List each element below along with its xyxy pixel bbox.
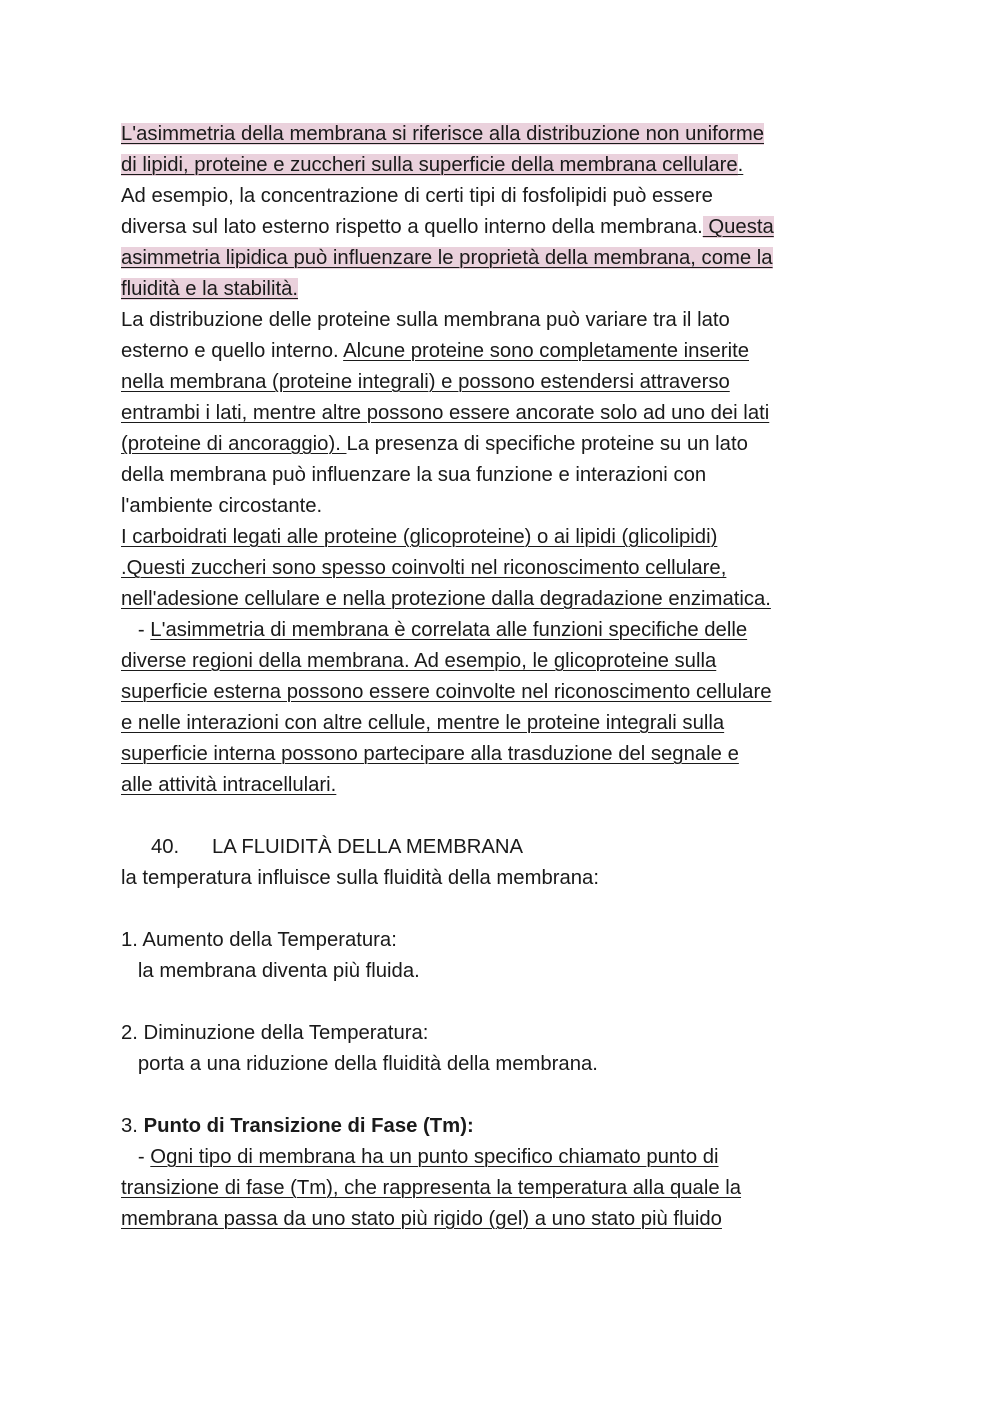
text-line [121, 119, 891, 150]
text-line [121, 553, 891, 584]
text-span: . [737, 154, 744, 176]
section-title: LA FLUIDITÀ DELLA MEMBRANA [212, 836, 524, 858]
section-heading [121, 832, 891, 863]
text-line [121, 584, 891, 615]
section-number: 40. [151, 836, 180, 858]
text-line: La distribuzione delle proteine sulla membrana può variare tra il lato [121, 309, 730, 331]
underlined-text: (proteine di ancoraggio). [121, 433, 347, 455]
text-line: della membrana può influenzare la sua funzione e interazioni con [121, 464, 707, 486]
text-line [121, 336, 891, 367]
list-item [121, 925, 891, 987]
underlined-text: superficie interna possono partecipare alla trasduzione del segnale e [121, 743, 739, 765]
text-line [121, 212, 891, 243]
text-line [121, 677, 891, 708]
bold-title: Punto di Transizione di Fase (Tm): [143, 1115, 474, 1137]
text-line: Ad esempio, la concentrazione di certi tipi di fosfolipidi può essere [121, 185, 713, 207]
underlined-text: alle attività intracellulari. [121, 774, 337, 796]
underlined-text: I carboidrati legati alle proteine (glicoproteine) o ai lipidi (glicolipidi) [121, 526, 718, 548]
underlined-text: .Questi zuccheri sono spesso coinvolti nel riconoscimento cellulare, [121, 557, 727, 579]
paragraph-carbohydrates [121, 522, 891, 615]
underlined-text: nella membrana (proteine integrali) e possono estendersi attraverso [121, 371, 730, 393]
bullet-dash: - [121, 619, 151, 641]
text-line [121, 739, 891, 770]
text-line [121, 770, 891, 801]
spacer [121, 801, 891, 832]
highlighted-text: Questa [702, 216, 774, 238]
paragraph-protein-distribution [121, 305, 891, 522]
paragraph-membrane-asymmetry [121, 119, 891, 305]
underlined-text: Ogni tipo di membrana ha un punto specifico chiamato punto di [150, 1146, 719, 1168]
bullet-dash: - [121, 1146, 151, 1168]
text-line [121, 1204, 891, 1235]
spacer [121, 1080, 891, 1111]
underlined-text: L'asimmetria di membrana è correlata alle funzioni specifiche delle [150, 619, 748, 641]
item-title: 1. Aumento della Temperatura: [121, 929, 397, 951]
text-line [121, 429, 891, 460]
text-line [121, 1173, 891, 1204]
text-line [121, 646, 891, 677]
underlined-text: diverse regioni della membrana. Ad esempio, le glicoproteine sulla [121, 650, 717, 672]
text-line: l'ambiente circostante. [121, 495, 323, 517]
spacer [121, 987, 891, 1018]
paragraph-asymmetry-function [121, 615, 891, 801]
underlined-text: entrambi i lati, mentre altre possono essere ancorate solo ad uno dei lati [121, 402, 770, 424]
underlined-text: Alcune proteine sono completamente inserite [343, 340, 749, 362]
underlined-text: nell'adesione cellulare e nella protezione dalla degradazione enzimatica. [121, 588, 771, 610]
text-line [121, 367, 891, 398]
text-span: esterno e quello interno. [121, 340, 344, 362]
text-span: La presenza di specifiche proteine su un lato [346, 433, 748, 455]
list-item [121, 1111, 891, 1235]
highlighted-text: di lipidi, proteine e zuccheri sulla superficie della membrana cellulare [121, 154, 738, 176]
list-item [121, 1018, 891, 1080]
text-span: diversa sul lato esterno rispetto a quello interno della membrana. [121, 216, 703, 238]
text-line [121, 243, 891, 274]
highlighted-text: L'asimmetria della membrana si riferisce alla distribuzione non uniforme [121, 123, 765, 145]
underlined-text: membrana passa da uno stato più rigido (gel) a uno stato più fluido [121, 1208, 722, 1230]
item-detail: porta a una riduzione della fluidità della membrana. [121, 1053, 598, 1075]
text-line [121, 522, 891, 553]
text-line [121, 274, 891, 305]
item-title [121, 1111, 891, 1142]
underlined-text: transizione di fase (Tm), che rappresenta la temperatura alla quale la [121, 1177, 742, 1199]
item-detail: la membrana diventa più fluida. [121, 960, 420, 982]
highlighted-text: fluidità e la stabilità. [121, 278, 298, 300]
text-line [121, 1142, 891, 1173]
underlined-text: e nelle interazioni con altre cellule, mentre le proteine integrali sulla [121, 712, 725, 734]
section-intro: la temperatura influisce sulla fluidità della membrana: [121, 867, 599, 889]
text-line [121, 150, 891, 181]
text-line [121, 398, 891, 429]
highlighted-text: asimmetria lipidica può influenzare le proprietà della membrana, come la [121, 247, 773, 269]
underlined-text: superficie esterna possono essere coinvolte nel riconoscimento cellulare [121, 681, 772, 703]
text-line [121, 615, 891, 646]
document-page [121, 119, 891, 1235]
item-number: 3. [121, 1115, 144, 1137]
text-line [121, 708, 891, 739]
item-title: 2. Diminuzione della Temperatura: [121, 1022, 429, 1044]
spacer [121, 894, 891, 925]
